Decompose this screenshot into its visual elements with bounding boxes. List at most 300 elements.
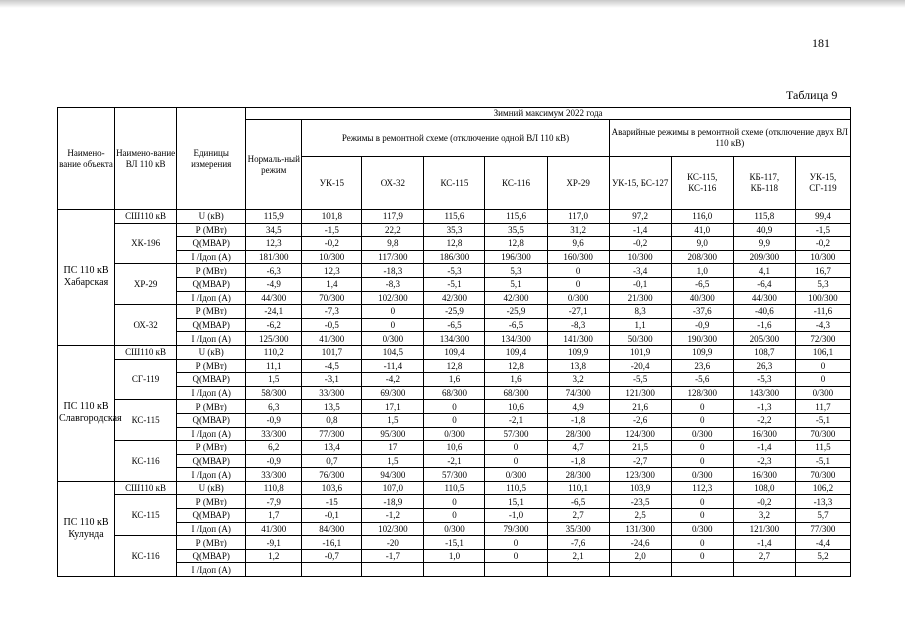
value-cell: -11,4 xyxy=(362,359,424,373)
value-cell: -6,4 xyxy=(733,277,795,291)
unit-cell: Р (МВт) xyxy=(177,359,246,373)
unit-cell: U (кВ) xyxy=(177,210,246,224)
value-cell xyxy=(547,563,609,577)
value-cell: -0,7 xyxy=(302,549,362,563)
value-cell: 12,3 xyxy=(246,237,302,251)
value-cell: -5,1 xyxy=(424,277,485,291)
value-cell: 2,5 xyxy=(609,509,671,523)
value-cell: 17,1 xyxy=(362,400,424,414)
value-cell: 0 xyxy=(485,441,547,455)
value-cell: 4,7 xyxy=(547,441,609,455)
unit-cell: Р (МВт) xyxy=(177,536,246,550)
value-cell: 134/300 xyxy=(485,332,547,346)
value-cell: -0,2 xyxy=(733,495,795,509)
value-cell: 121/300 xyxy=(609,386,671,400)
unit-cell: Р (МВт) xyxy=(177,264,246,278)
value-cell: 57/300 xyxy=(485,427,547,441)
value-cell: 95/300 xyxy=(362,427,424,441)
value-cell: -4,9 xyxy=(246,277,302,291)
value-cell: 103,6 xyxy=(302,481,362,495)
value-cell xyxy=(485,563,547,577)
unit-cell: Q(МВАР) xyxy=(177,373,246,387)
value-cell: -1,7 xyxy=(362,549,424,563)
value-cell: -27,1 xyxy=(547,305,609,319)
value-cell: 5,3 xyxy=(795,277,850,291)
value-cell: 3,2 xyxy=(733,509,795,523)
value-cell: 108,0 xyxy=(733,481,795,495)
value-cell: -1,6 xyxy=(733,318,795,332)
value-cell: 2,0 xyxy=(609,549,671,563)
value-cell: -1,3 xyxy=(733,400,795,414)
value-cell: 125/300 xyxy=(246,332,302,346)
value-cell: 58/300 xyxy=(246,386,302,400)
page-number: 181 xyxy=(812,36,830,50)
value-cell: -0,5 xyxy=(302,318,362,332)
col-header-repair: ХР-29 xyxy=(547,157,609,210)
value-cell: 35,5 xyxy=(485,223,547,237)
value-cell: 110,2 xyxy=(246,345,302,359)
value-cell: 1,4 xyxy=(302,277,362,291)
unit-cell: Q(МВАР) xyxy=(177,237,246,251)
value-cell: -4,3 xyxy=(795,318,850,332)
value-cell: 84/300 xyxy=(302,522,362,536)
value-cell: 0/300 xyxy=(485,468,547,482)
value-cell: 9,8 xyxy=(362,237,424,251)
unit-cell: I /Iдоп (А) xyxy=(177,291,246,305)
value-cell: -1,2 xyxy=(362,509,424,523)
table-row xyxy=(58,427,851,441)
value-cell: -24,1 xyxy=(246,305,302,319)
value-cell: 68/300 xyxy=(424,386,485,400)
value-cell: 44/300 xyxy=(246,291,302,305)
value-cell: 109,9 xyxy=(671,345,733,359)
value-cell: 209/300 xyxy=(733,250,795,264)
unit-cell: Р (МВт) xyxy=(177,223,246,237)
value-cell: 13,5 xyxy=(302,400,362,414)
line-name-cell: КС-115 xyxy=(115,495,177,536)
value-cell: 6,3 xyxy=(246,400,302,414)
value-cell: 0/300 xyxy=(424,522,485,536)
value-cell: 28/300 xyxy=(547,468,609,482)
value-cell: -2,2 xyxy=(733,413,795,427)
value-cell: -1,4 xyxy=(733,441,795,455)
value-cell: 160/300 xyxy=(547,250,609,264)
value-cell: 33/300 xyxy=(302,386,362,400)
unit-cell: I /Iдоп (А) xyxy=(177,468,246,482)
value-cell: 134/300 xyxy=(424,332,485,346)
table-row xyxy=(58,536,851,550)
value-cell: 9,0 xyxy=(671,237,733,251)
value-cell: 69/300 xyxy=(362,386,424,400)
value-cell: 2,7 xyxy=(547,509,609,523)
value-cell: -1,4 xyxy=(733,536,795,550)
value-cell: 2,7 xyxy=(733,549,795,563)
value-cell: 0 xyxy=(671,495,733,509)
value-cell: 28/300 xyxy=(547,427,609,441)
value-cell: 143/300 xyxy=(733,386,795,400)
value-cell: 21/300 xyxy=(609,291,671,305)
value-cell: 103,9 xyxy=(609,481,671,495)
value-cell: -0,2 xyxy=(795,237,850,251)
value-cell: -23,5 xyxy=(609,495,671,509)
value-cell: -3,4 xyxy=(609,264,671,278)
table-row xyxy=(58,223,851,237)
object-name-cell: ПС 110 кВ Славгородская xyxy=(58,345,115,481)
table-row xyxy=(58,549,851,563)
value-cell: 1,5 xyxy=(246,373,302,387)
col-header-object: Наимено-вание объекта xyxy=(58,108,115,210)
value-cell: 0 xyxy=(424,509,485,523)
col-header-normal: Нормаль-ный режим xyxy=(246,120,302,210)
value-cell: 0 xyxy=(424,495,485,509)
value-cell: 0 xyxy=(671,509,733,523)
table-row xyxy=(58,277,851,291)
value-cell: -7,3 xyxy=(302,305,362,319)
table-row xyxy=(58,359,851,373)
value-cell: 12,8 xyxy=(424,237,485,251)
value-cell: 0 xyxy=(795,373,850,387)
value-cell: -0,2 xyxy=(302,237,362,251)
value-cell: 40/300 xyxy=(671,291,733,305)
value-cell: -1,4 xyxy=(609,223,671,237)
value-cell: -0,9 xyxy=(671,318,733,332)
value-cell: -15 xyxy=(302,495,362,509)
value-cell: 9,6 xyxy=(547,237,609,251)
value-cell: 109,4 xyxy=(424,345,485,359)
unit-cell: I /Iдоп (А) xyxy=(177,522,246,536)
value-cell: 0 xyxy=(362,305,424,319)
value-cell: -5,6 xyxy=(671,373,733,387)
value-cell: 10/300 xyxy=(795,250,850,264)
table-row xyxy=(58,509,851,523)
table-caption: Таблица 9 xyxy=(786,88,838,102)
value-cell: -1,5 xyxy=(795,223,850,237)
value-cell: 1,0 xyxy=(671,264,733,278)
value-cell: 0 xyxy=(671,400,733,414)
value-cell: 94/300 xyxy=(362,468,424,482)
unit-cell: Q(МВАР) xyxy=(177,277,246,291)
value-cell: -6,5 xyxy=(547,495,609,509)
value-cell: 0 xyxy=(485,536,547,550)
value-cell: 102/300 xyxy=(362,291,424,305)
value-cell: 0/300 xyxy=(671,522,733,536)
value-cell: 68/300 xyxy=(485,386,547,400)
value-cell: 102/300 xyxy=(362,522,424,536)
value-cell: 4,1 xyxy=(733,264,795,278)
value-cell: -3,1 xyxy=(302,373,362,387)
value-cell: 10,6 xyxy=(485,400,547,414)
winter-maximum-table xyxy=(57,107,851,577)
value-cell: 131/300 xyxy=(609,522,671,536)
col-header-repair: КС-115 xyxy=(424,157,485,210)
value-cell: 6,2 xyxy=(246,441,302,455)
value-cell: 22,2 xyxy=(362,223,424,237)
unit-cell: Р (МВт) xyxy=(177,441,246,455)
value-cell: 106,2 xyxy=(795,481,850,495)
value-cell: 0/300 xyxy=(424,427,485,441)
col-header-repair-group: Режимы в ремонтной схеме (отключение одной ВЛ 110 кВ) xyxy=(302,120,609,157)
value-cell: 12,8 xyxy=(485,359,547,373)
value-cell: 0 xyxy=(671,413,733,427)
value-cell: 5,2 xyxy=(795,549,850,563)
value-cell: 33/300 xyxy=(246,468,302,482)
table-row xyxy=(58,345,851,359)
value-cell: 181/300 xyxy=(246,250,302,264)
value-cell: 205/300 xyxy=(733,332,795,346)
value-cell: 97,2 xyxy=(609,210,671,224)
value-cell: 110,5 xyxy=(485,481,547,495)
col-header-repair: КС-116 xyxy=(485,157,547,210)
value-cell: 208/300 xyxy=(671,250,733,264)
value-cell: -6,5 xyxy=(485,318,547,332)
value-cell: 100/300 xyxy=(795,291,850,305)
value-cell: -0,1 xyxy=(302,509,362,523)
value-cell: -18,9 xyxy=(362,495,424,509)
value-cell: -25,9 xyxy=(485,305,547,319)
line-name-cell: ОХ-32 xyxy=(115,305,177,346)
value-cell: 0 xyxy=(671,549,733,563)
value-cell: 110,1 xyxy=(547,481,609,495)
object-name-cell: ПС 110 кВ Хабарская xyxy=(58,210,115,346)
value-cell: 0 xyxy=(485,454,547,468)
value-cell: 0 xyxy=(671,536,733,550)
value-cell: -6,5 xyxy=(424,318,485,332)
value-cell: 42/300 xyxy=(424,291,485,305)
value-cell: 196/300 xyxy=(485,250,547,264)
value-cell: 115,6 xyxy=(485,210,547,224)
value-cell: 0/300 xyxy=(671,427,733,441)
table-row xyxy=(58,468,851,482)
value-cell: -0,1 xyxy=(609,277,671,291)
col-header-repair: УК-15 xyxy=(302,157,362,210)
value-cell: 141/300 xyxy=(547,332,609,346)
value-cell: 41/300 xyxy=(302,332,362,346)
value-cell: 0/300 xyxy=(795,386,850,400)
value-cell xyxy=(671,563,733,577)
value-cell: 11,7 xyxy=(795,400,850,414)
value-cell: 117/300 xyxy=(362,250,424,264)
value-cell: 15,1 xyxy=(485,495,547,509)
value-cell: 117,0 xyxy=(547,210,609,224)
value-cell: -0,2 xyxy=(609,237,671,251)
value-cell: -13,3 xyxy=(795,495,850,509)
value-cell: 0,7 xyxy=(302,454,362,468)
col-header-emergency-group: Аварийные режимы в ремонтной схеме (отключение двух ВЛ 110 кВ) xyxy=(609,120,850,157)
value-cell: 3,2 xyxy=(547,373,609,387)
value-cell: -20 xyxy=(362,536,424,550)
value-cell: -18,3 xyxy=(362,264,424,278)
value-cell: -8,3 xyxy=(362,277,424,291)
value-cell: 31,2 xyxy=(547,223,609,237)
value-cell: 1,1 xyxy=(609,318,671,332)
table-row xyxy=(58,332,851,346)
value-cell: 5,7 xyxy=(795,509,850,523)
value-cell: -25,9 xyxy=(424,305,485,319)
value-cell: -4,2 xyxy=(362,373,424,387)
table-row xyxy=(58,237,851,251)
value-cell: 1,6 xyxy=(424,373,485,387)
value-cell: -5,1 xyxy=(795,413,850,427)
value-cell: -37,6 xyxy=(671,305,733,319)
value-cell: 16/300 xyxy=(733,427,795,441)
value-cell: -1,0 xyxy=(485,509,547,523)
value-cell: -2,6 xyxy=(609,413,671,427)
value-cell: 70/300 xyxy=(795,427,850,441)
table-row xyxy=(58,495,851,509)
value-cell: 5,1 xyxy=(485,277,547,291)
value-cell: -40,6 xyxy=(733,305,795,319)
line-name-cell: ХК-196 xyxy=(115,223,177,264)
value-cell: -24,6 xyxy=(609,536,671,550)
value-cell: 110,5 xyxy=(424,481,485,495)
table-row xyxy=(58,264,851,278)
value-cell: 124/300 xyxy=(609,427,671,441)
line-name-cell: СГ-119 xyxy=(115,359,177,400)
unit-cell: I /Iдоп (А) xyxy=(177,250,246,264)
value-cell: 0 xyxy=(795,359,850,373)
value-cell: -5,1 xyxy=(795,454,850,468)
value-cell xyxy=(733,563,795,577)
table-row xyxy=(58,386,851,400)
value-cell: -15,1 xyxy=(424,536,485,550)
value-cell: 33/300 xyxy=(246,427,302,441)
value-cell: 1,5 xyxy=(362,413,424,427)
value-cell: -2,3 xyxy=(733,454,795,468)
value-cell: 23,6 xyxy=(671,359,733,373)
table-row xyxy=(58,210,851,224)
col-header-emergency: КБ-117, КБ-118 xyxy=(733,157,795,210)
value-cell: 0 xyxy=(671,441,733,455)
table-row xyxy=(58,441,851,455)
value-cell xyxy=(362,563,424,577)
value-cell: -16,1 xyxy=(302,536,362,550)
scan-top-edge xyxy=(0,0,905,8)
value-cell: 70/300 xyxy=(302,291,362,305)
value-cell: -6,3 xyxy=(246,264,302,278)
value-cell: 0 xyxy=(485,549,547,563)
value-cell: 8,3 xyxy=(609,305,671,319)
value-cell: -1,8 xyxy=(547,413,609,427)
value-cell: 13,4 xyxy=(302,441,362,455)
table-row xyxy=(58,413,851,427)
value-cell: 10/300 xyxy=(609,250,671,264)
value-cell: 107,0 xyxy=(362,481,424,495)
value-cell: 0 xyxy=(671,454,733,468)
value-cell: 17 xyxy=(362,441,424,455)
unit-cell: I /Iдоп (А) xyxy=(177,427,246,441)
value-cell xyxy=(302,563,362,577)
col-header-repair: ОХ-32 xyxy=(362,157,424,210)
value-cell: 101,7 xyxy=(302,345,362,359)
value-cell: 72/300 xyxy=(795,332,850,346)
value-cell: 12,8 xyxy=(424,359,485,373)
value-cell: 110,8 xyxy=(246,481,302,495)
unit-cell: Q(МВАР) xyxy=(177,549,246,563)
value-cell: 101,8 xyxy=(302,210,362,224)
value-cell: 186/300 xyxy=(424,250,485,264)
value-cell: 11,5 xyxy=(795,441,850,455)
unit-cell: Р (МВт) xyxy=(177,495,246,509)
value-cell: 109,9 xyxy=(547,345,609,359)
value-cell: 42/300 xyxy=(485,291,547,305)
table-row xyxy=(58,250,851,264)
value-cell: 21,5 xyxy=(609,441,671,455)
unit-cell: U (кВ) xyxy=(177,345,246,359)
value-cell: 77/300 xyxy=(795,522,850,536)
col-header-main: Зимний максимум 2022 года xyxy=(246,108,851,120)
value-cell: 0 xyxy=(362,318,424,332)
value-cell: -11,6 xyxy=(795,305,850,319)
value-cell: -6,2 xyxy=(246,318,302,332)
value-cell: -5,3 xyxy=(733,373,795,387)
value-cell: 2,1 xyxy=(547,549,609,563)
value-cell: -0,9 xyxy=(246,413,302,427)
value-cell xyxy=(795,563,850,577)
value-cell: 190/300 xyxy=(671,332,733,346)
value-cell: 0/300 xyxy=(547,291,609,305)
table-row xyxy=(58,291,851,305)
table-row xyxy=(58,400,851,414)
value-cell: 1,6 xyxy=(485,373,547,387)
value-cell: 117,9 xyxy=(362,210,424,224)
value-cell: 10/300 xyxy=(302,250,362,264)
value-cell: 115,9 xyxy=(246,210,302,224)
value-cell: -7,6 xyxy=(547,536,609,550)
value-cell: 123/300 xyxy=(609,468,671,482)
table-row xyxy=(58,305,851,319)
table-row xyxy=(58,454,851,468)
value-cell: 0/300 xyxy=(362,332,424,346)
value-cell: -9,1 xyxy=(246,536,302,550)
value-cell: 34,5 xyxy=(246,223,302,237)
value-cell: 16/300 xyxy=(733,468,795,482)
value-cell: 112,3 xyxy=(671,481,733,495)
unit-cell: Q(МВАР) xyxy=(177,509,246,523)
value-cell: 11,1 xyxy=(246,359,302,373)
value-cell: 35,3 xyxy=(424,223,485,237)
line-name-cell: КС-116 xyxy=(115,441,177,482)
line-name-cell: СШ110 кВ xyxy=(115,345,177,359)
value-cell: 77/300 xyxy=(302,427,362,441)
value-cell: 57/300 xyxy=(424,468,485,482)
value-cell: 5,3 xyxy=(485,264,547,278)
unit-cell: U (кВ) xyxy=(177,481,246,495)
col-header-line: Наимено-вание ВЛ 110 кВ xyxy=(115,108,177,210)
value-cell: 1,7 xyxy=(246,509,302,523)
value-cell: 109,4 xyxy=(485,345,547,359)
value-cell: 0 xyxy=(424,413,485,427)
value-cell xyxy=(424,563,485,577)
value-cell: 0 xyxy=(547,277,609,291)
value-cell: 79/300 xyxy=(485,522,547,536)
value-cell: 40,9 xyxy=(733,223,795,237)
value-cell: 35/300 xyxy=(547,522,609,536)
value-cell: 115,6 xyxy=(424,210,485,224)
value-cell: -6,5 xyxy=(671,277,733,291)
value-cell xyxy=(246,563,302,577)
value-cell: 108,7 xyxy=(733,345,795,359)
table-row xyxy=(58,373,851,387)
line-name-cell: СШ110 кВ xyxy=(115,210,177,224)
value-cell: -4,4 xyxy=(795,536,850,550)
value-cell: 121/300 xyxy=(733,522,795,536)
value-cell: 50/300 xyxy=(609,332,671,346)
value-cell: 1,5 xyxy=(362,454,424,468)
value-cell: -2,1 xyxy=(424,454,485,468)
table-row xyxy=(58,563,851,577)
line-name-cell: КС-116 xyxy=(115,536,177,577)
value-cell: 116,0 xyxy=(671,210,733,224)
